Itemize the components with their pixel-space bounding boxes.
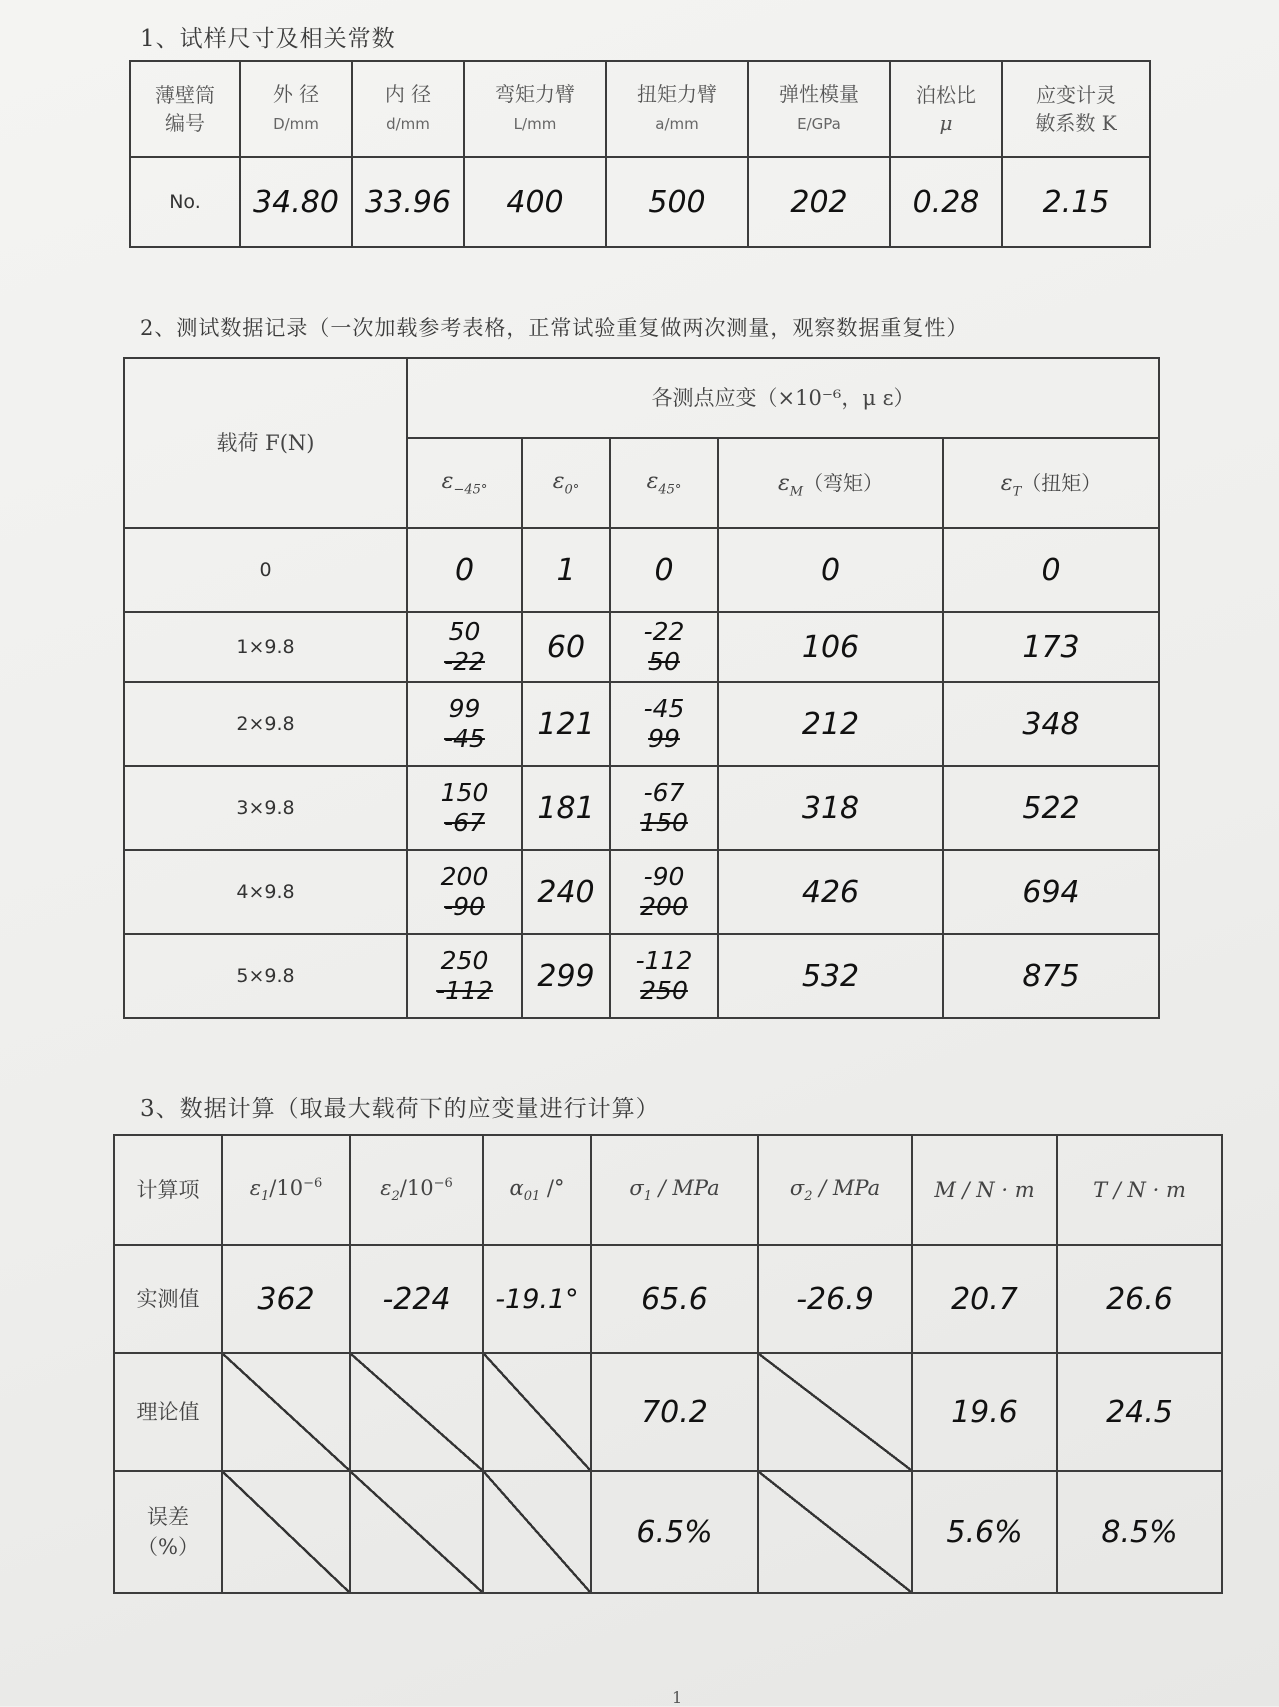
diagonal-cross-cell: [483, 1471, 591, 1593]
eps-minus45-cell: 200 -90: [407, 850, 522, 934]
section2-title: 2、测试数据记录（一次加载参考表格，正常试验重复做两次测量，观察数据重复性）: [140, 316, 969, 340]
diagonal-cross-cell: [483, 1353, 591, 1471]
error-torque: 8.5%: [1057, 1471, 1222, 1593]
load-cell: 3×9.8: [124, 766, 407, 850]
diagonal-cross-cell: [350, 1353, 483, 1471]
eps-M-cell: 212: [718, 682, 943, 766]
load-cell: 0: [124, 528, 407, 612]
measured-torque: 26.6: [1057, 1245, 1222, 1353]
strain-record-table: [123, 357, 1160, 1019]
strain-row: [124, 766, 1159, 850]
load-cell: 5×9.8: [124, 934, 407, 1018]
eps-T-cell: 694: [943, 850, 1159, 934]
page-number: 1: [672, 1688, 683, 1707]
eps-T-cell: 0: [943, 528, 1159, 612]
eps-0-cell: 60: [522, 612, 610, 682]
measured-sigma1: 65.6: [591, 1245, 758, 1353]
header-inner-diameter: 内 径 d/mm: [352, 61, 464, 157]
header-eps-45: $\varepsilon_{45^\circ}$: [610, 438, 718, 528]
section3-title: 3、数据计算（取最大载荷下的应变量进行计算）: [140, 1096, 660, 1122]
diagonal-cross-cell: [350, 1471, 483, 1593]
header-outer-diameter: 外 径 D/mm: [240, 61, 352, 157]
eps-M-cell: 106: [718, 612, 943, 682]
load-cell: 2×9.8: [124, 682, 407, 766]
torque-arm-value: 500: [606, 157, 748, 247]
header-eps-0: $\varepsilon_{0^\circ}$: [522, 438, 610, 528]
eps-45-cell: -22 50: [610, 612, 718, 682]
load-cell: 1×9.8: [124, 612, 407, 682]
diagonal-cross-cell: [222, 1471, 350, 1593]
header-moment: M / N · m: [912, 1135, 1057, 1245]
measured-sigma2: -26.9: [758, 1245, 912, 1353]
eps-M-cell: 0: [718, 528, 943, 612]
eps-0-cell: 181: [522, 766, 610, 850]
elastic-modulus-value: 202: [748, 157, 890, 247]
header-eps-M: $\varepsilon_M$（弯矩）: [718, 438, 943, 528]
eps-minus45-cell: 150 -67: [407, 766, 522, 850]
error-sigma1: 6.5%: [591, 1471, 758, 1593]
calc-header-row: [114, 1135, 1222, 1245]
eps-0-cell: 240: [522, 850, 610, 934]
section1-title: 1、试样尺寸及相关常数: [140, 26, 396, 52]
strain-row: [124, 934, 1159, 1018]
eps-T-cell: 875: [943, 934, 1159, 1018]
eps-0-cell: 1: [522, 528, 610, 612]
eps-45-cell: -90 200: [610, 850, 718, 934]
measured-moment: 20.7: [912, 1245, 1057, 1353]
header-sigma2: $\sigma_2$ / MPa: [758, 1135, 912, 1245]
strain-row: [124, 850, 1159, 934]
eps-45-cell: 0: [610, 528, 718, 612]
diagonal-cross-cell: [758, 1353, 912, 1471]
header-torque: T / N · m: [1057, 1135, 1222, 1245]
bending-arm-value: 400: [464, 157, 606, 247]
header-bending-arm: 弯矩力臂 L/mm: [464, 61, 606, 157]
specimen-constants-table: [129, 60, 1151, 248]
constants-header-row: [130, 61, 1150, 157]
theoretical-sigma1: 70.2: [591, 1353, 758, 1471]
eps-45-cell: -112 250: [610, 934, 718, 1018]
eps-M-cell: 532: [718, 934, 943, 1018]
error-row: [114, 1471, 1222, 1593]
strain-header-row-1: [124, 358, 1159, 438]
eps-0-cell: 121: [522, 682, 610, 766]
eps-minus45-cell: 99 -45: [407, 682, 522, 766]
strain-data-rows: [124, 528, 1159, 1018]
theoretical-moment: 19.6: [912, 1353, 1057, 1471]
eps-45-cell: -45 99: [610, 682, 718, 766]
header-elastic-modulus: 弹性模量 E/GPa: [748, 61, 890, 157]
header-eps-minus45: $\varepsilon_{-45^\circ}$: [407, 438, 522, 528]
calc-item-header: 计算项: [114, 1135, 222, 1245]
eps-T-cell: 522: [943, 766, 1159, 850]
measured-eps1: 362: [222, 1245, 350, 1353]
eps-minus45-cell: 50 -22: [407, 612, 522, 682]
header-torque-arm: 扭矩力臂 a/mm: [606, 61, 748, 157]
strain-row: [124, 612, 1159, 682]
header-eps1: $\varepsilon_1/10^{-6}$: [222, 1135, 350, 1245]
eps-M-cell: 426: [718, 850, 943, 934]
measured-row: [114, 1245, 1222, 1353]
theoretical-row: [114, 1353, 1222, 1471]
header-sigma1: $\sigma_1$ / MPa: [591, 1135, 758, 1245]
header-eps2: $\varepsilon_2/10^{-6}$: [350, 1135, 483, 1245]
eps-T-cell: 173: [943, 612, 1159, 682]
header-eps-T: $\varepsilon_T$（扭矩）: [943, 438, 1159, 528]
eps-0-cell: 299: [522, 934, 610, 1018]
gauge-factor-value: 2.15: [1002, 157, 1150, 247]
diagonal-cross-cell: [222, 1353, 350, 1471]
header-poisson-ratio: 泊松比 μ: [890, 61, 1002, 157]
poisson-ratio-value: 0.28: [890, 157, 1002, 247]
theoretical-torque: 24.5: [1057, 1353, 1222, 1471]
eps-M-cell: 318: [718, 766, 943, 850]
error-label: 误差 （%）: [114, 1471, 222, 1593]
calculation-table: [113, 1134, 1223, 1594]
outer-diameter-value: 34.80: [240, 157, 352, 247]
diagonal-cross-cell: [758, 1471, 912, 1593]
header-gauge-factor: 应变计灵 敏系数 K: [1002, 61, 1150, 157]
theoretical-label: 理论值: [114, 1353, 222, 1471]
measured-alpha01: -19.1°: [483, 1245, 591, 1353]
eps-T-cell: 348: [943, 682, 1159, 766]
constants-value-row: [130, 157, 1150, 247]
measured-eps2: -224: [350, 1245, 483, 1353]
load-cell: 4×9.8: [124, 850, 407, 934]
specimen-no-cell: No.: [130, 157, 240, 247]
strain-row: [124, 682, 1159, 766]
eps-minus45-cell: 250 -112: [407, 934, 522, 1018]
strain-row: [124, 528, 1159, 612]
measured-label: 实测值: [114, 1245, 222, 1353]
eps-45-cell: -67 150: [610, 766, 718, 850]
load-header: 载荷 F(N): [124, 358, 407, 528]
header-specimen-no: 薄壁筒 编号: [130, 61, 240, 157]
error-moment: 5.6%: [912, 1471, 1057, 1593]
header-alpha01: $\alpha_{01}$ /°: [483, 1135, 591, 1245]
eps-minus45-cell: 0: [407, 528, 522, 612]
inner-diameter-value: 33.96: [352, 157, 464, 247]
strain-group-header: 各测点应变（×10⁻⁶，μ ε）: [407, 358, 1159, 438]
